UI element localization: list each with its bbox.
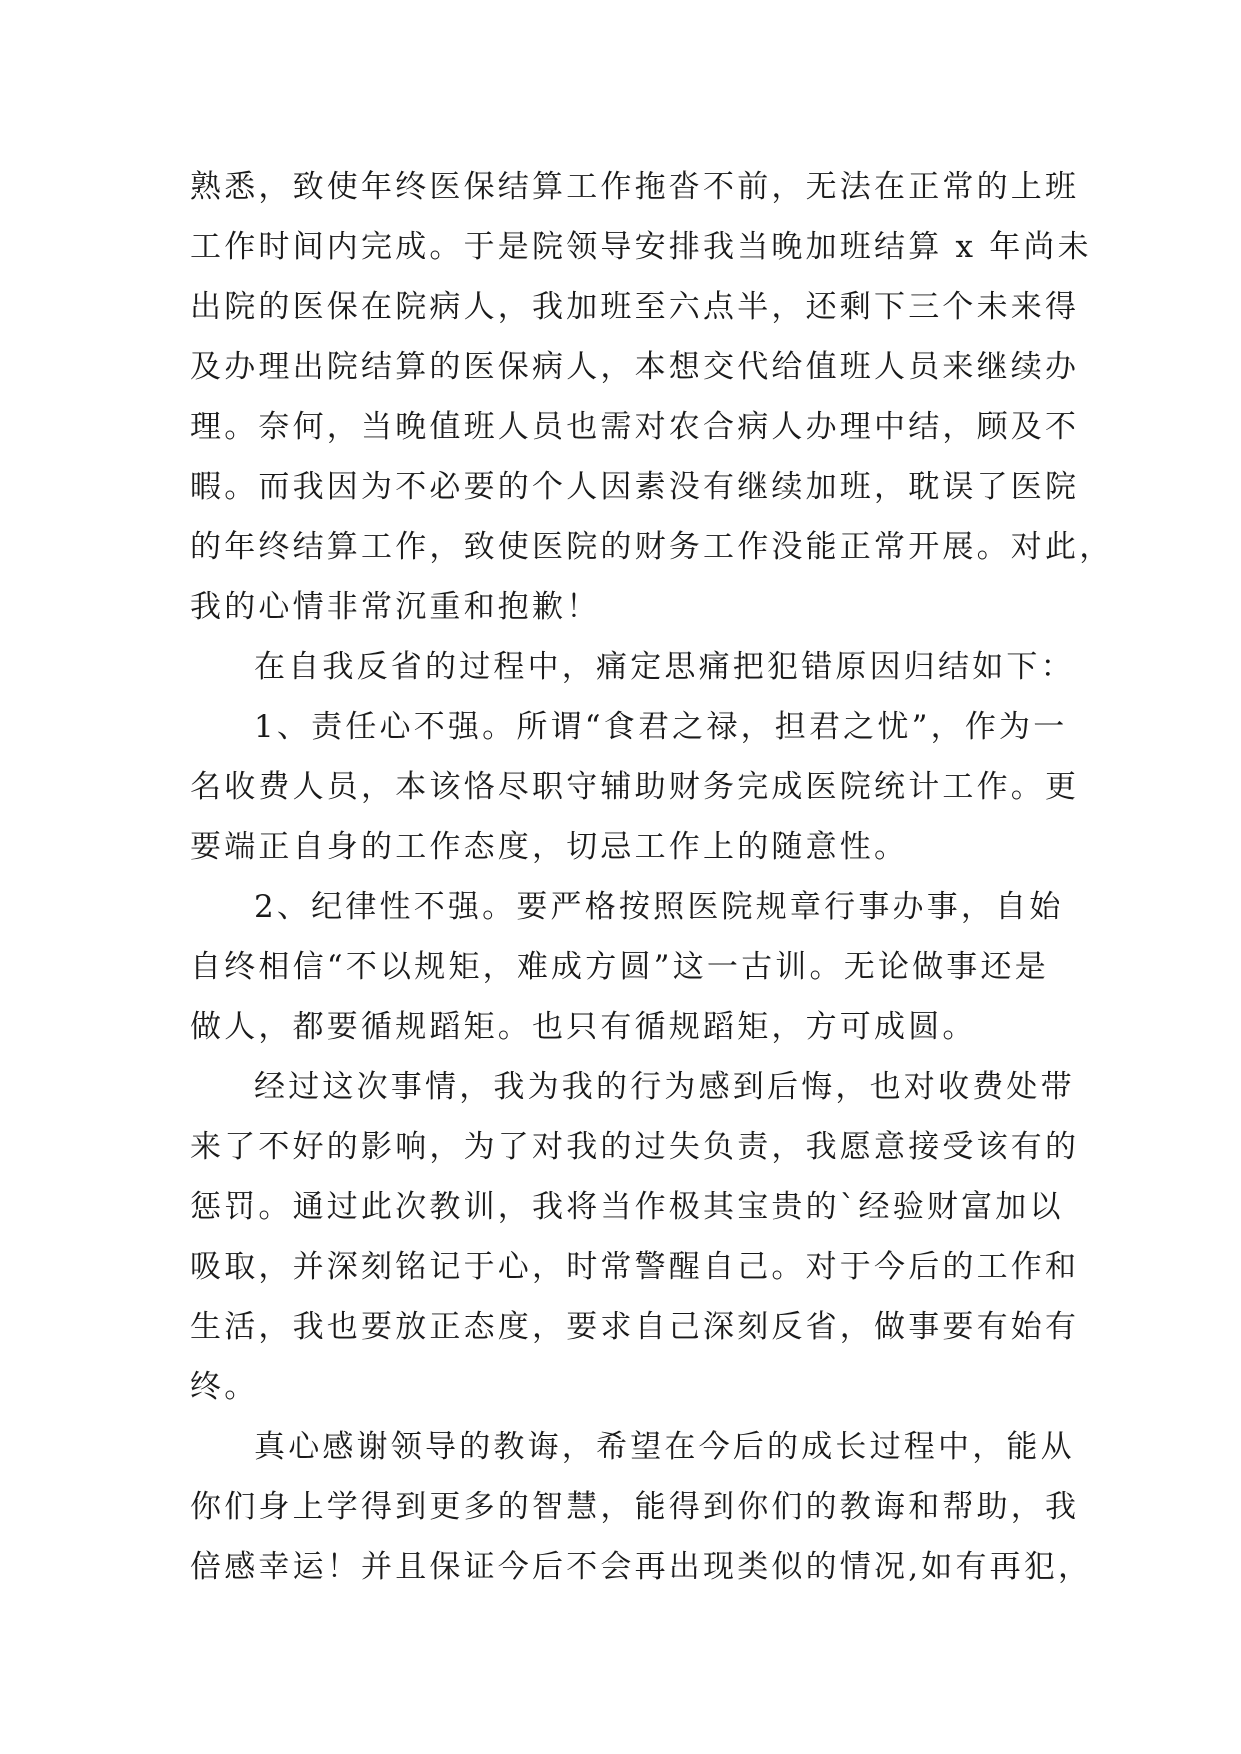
- text-line: 的年终结算工作，致使医院的财务工作没能正常开展。对此，: [190, 529, 1114, 565]
- text-line: 吸取，并深刻铭记于心，时常警醒自己。对于今后的工作和: [190, 1249, 1080, 1285]
- document-body: [190, 157, 1114, 1597]
- text-line: 做人，都要循规蹈矩。也只有循规蹈矩，方可成圆。: [190, 1009, 977, 1045]
- text-line: 及办理出院结算的医保病人，本想交代给值班人员来继续办: [190, 349, 1080, 385]
- text-line: 你们身上学得到更多的智慧，能得到你们的教诲和帮助，我: [190, 1489, 1080, 1525]
- text-line: 来了不好的影响，为了对我的过失负责，我愿意接受该有的: [190, 1129, 1080, 1165]
- text-line: 工作时间内完成。于是院领导安排我当晚加班结算 x 年尚未: [190, 229, 1092, 265]
- text-line: 生活，我也要放正态度，要求自己深刻反省，做事要有始有: [190, 1309, 1080, 1345]
- text-line: 暇。而我因为不必要的个人因素没有继续加班，耽误了医院: [190, 469, 1080, 505]
- text-line: 经过这次事情，我为我的行为感到后悔，也对收费处带: [254, 1069, 1075, 1105]
- text-line: 要端正自身的工作态度，切忌工作上的随意性。: [190, 829, 909, 865]
- text-line: 在自我反省的过程中，痛定思痛把犯错原因归结如下：: [254, 649, 1075, 685]
- text-line: 熟悉，致使年终医保结算工作拖沓不前，无法在正常的上班: [190, 169, 1080, 205]
- text-line: 真心感谢领导的教诲，希望在今后的成长过程中，能从: [254, 1429, 1075, 1465]
- text-line: 惩罚。通过此次教训，我将当作极其宝贵的`经验财富加以: [190, 1189, 1064, 1225]
- text-line: 1、责任心不强。所谓“食君之禄，担君之忧”，作为一: [254, 709, 1068, 745]
- text-line: 终。: [190, 1369, 259, 1405]
- text-line: 出院的医保在院病人，我加班至六点半，还剩下三个未来得: [190, 289, 1080, 325]
- text-line: 2、纪律性不强。要严格按照医院规章行事办事，自始: [254, 889, 1064, 925]
- text-line: 我的心情非常沉重和抱歉！: [190, 589, 601, 625]
- text-line: 名收费人员，本该恪尽职守辅助财务完成医院统计工作。更: [190, 769, 1080, 805]
- text-line: 自终相信“不以规矩，难成方圆”这一古训。无论做事还是: [190, 949, 1049, 985]
- text-line: 理。奈何，当晚值班人员也需对农合病人办理中结，顾及不: [190, 409, 1080, 445]
- text-line: 倍感幸运！并且保证今后不会再出现类似的情况,如有再犯，: [190, 1549, 1093, 1585]
